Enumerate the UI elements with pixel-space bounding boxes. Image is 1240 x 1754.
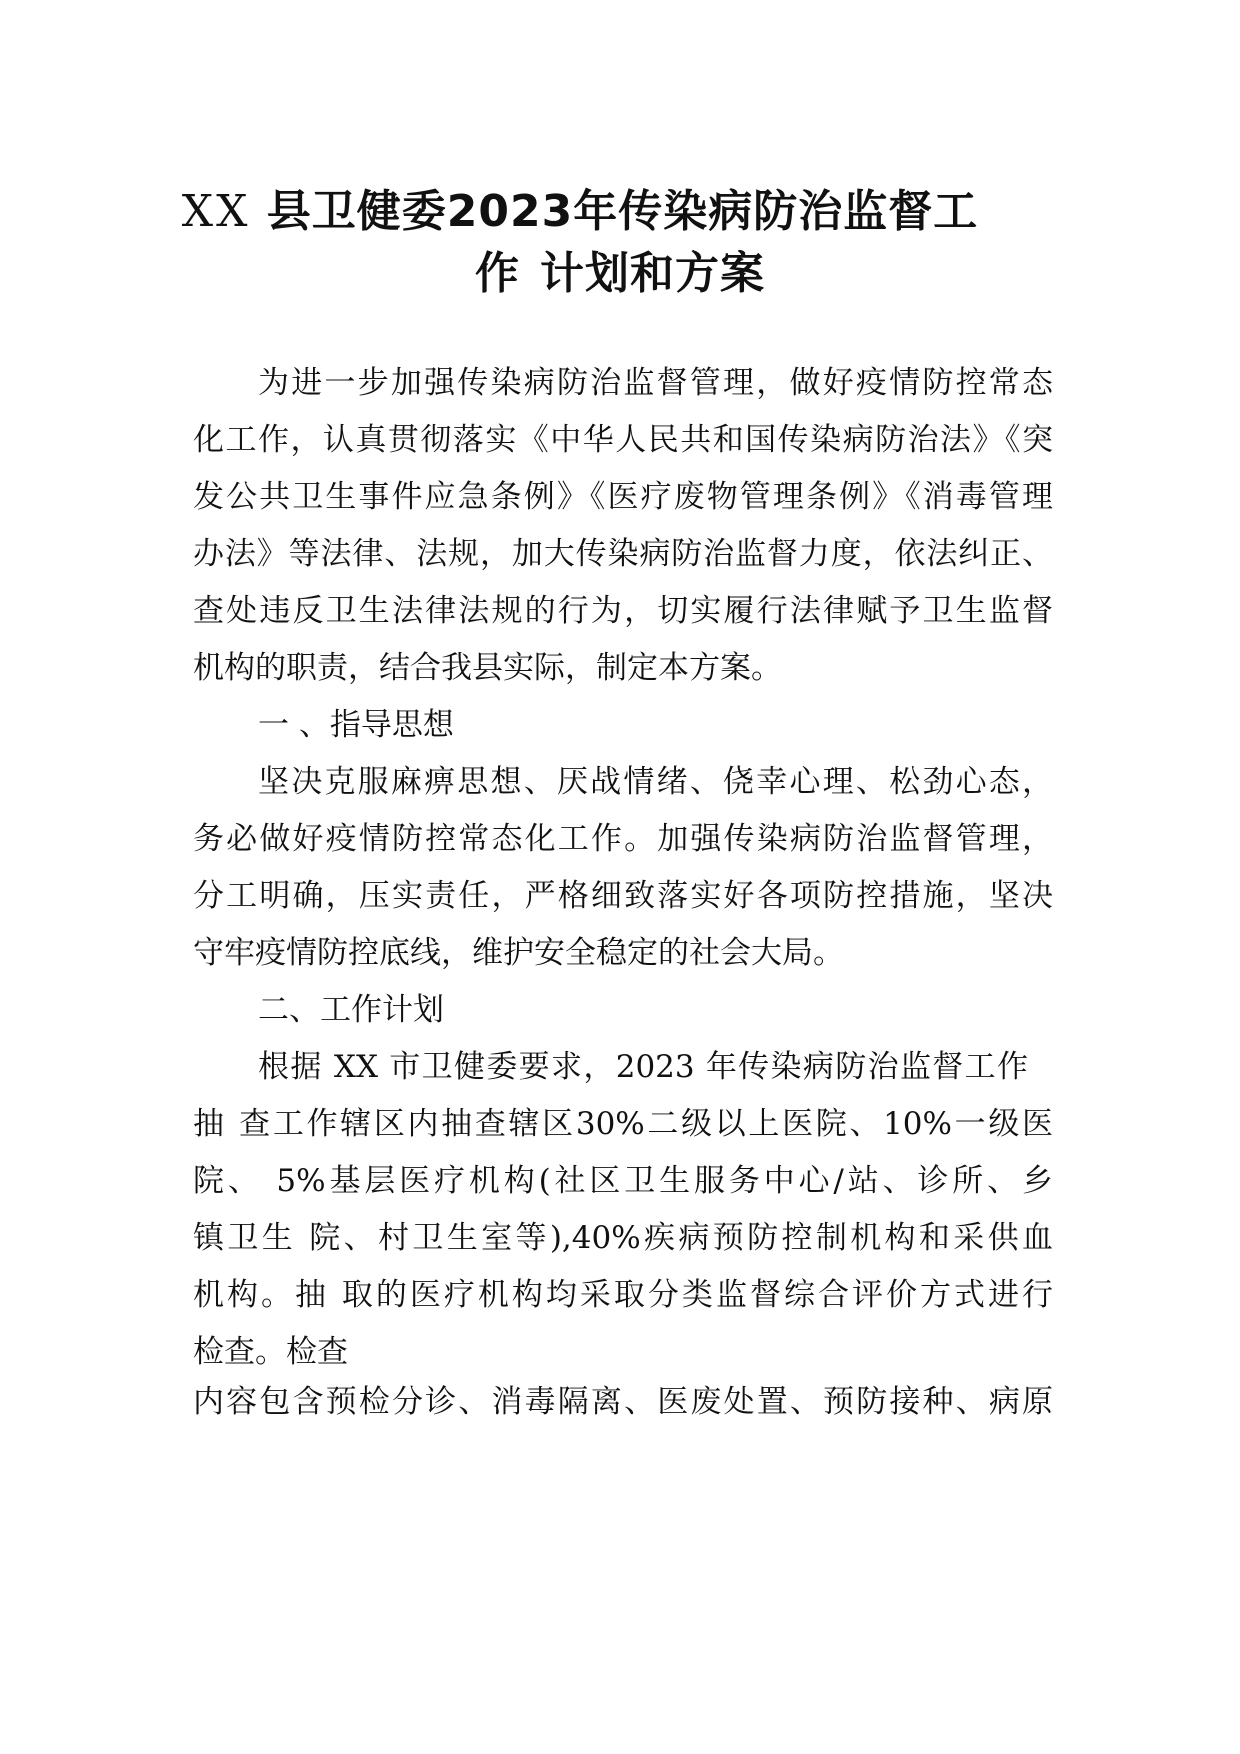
paragraph-line: 为进一步加强传染病防治监督管理，做好疫情防控常态: [258, 365, 1053, 401]
paragraph-line: 务必做好疫情防控常态化工作。加强传染病防治监督管理，: [193, 821, 1053, 857]
paragraph-line: 院、 5%基层医疗机构(社区卫生服务中心/站、诊所、乡: [193, 1163, 1053, 1199]
title-text-2: 计划和方案: [540, 248, 765, 299]
paragraph-line: 根据 XX 市卫健委要求，2023 年传染病防治监督工作: [258, 1049, 1028, 1085]
document-title-line-2: [0, 246, 1240, 302]
document-title-line-1: [0, 184, 1240, 240]
paragraph-line: 检查。检查: [193, 1334, 348, 1370]
paragraph-line: 办法》等法律、法规，加大传染病防治监督力度，依法纠正、: [193, 536, 1053, 572]
section-heading-1: 一 、指导思想: [258, 707, 454, 743]
paragraph-line: 抽 查工作辖区内抽查辖区30%二级以上医院、10%一级医: [193, 1106, 1053, 1142]
paragraph-line: 机构的职责，结合我县实际，制定本方案。: [193, 650, 782, 686]
paragraph-line: 守牢疫情防控底线，维护安全稳定的社会大局。: [193, 935, 844, 971]
paragraph-line: 坚决克服麻痹思想、厌战情绪、侥幸心理、松劲心态，: [258, 764, 1053, 800]
title-text: 县卫健委2023年传染病防治监督工: [266, 186, 979, 237]
section-heading-2: 二、工作计划: [258, 992, 444, 1028]
paragraph-line: 发公共卫生事件应急条例》《医疗废物管理条例》《消毒管理: [193, 479, 1053, 515]
paragraph-line: 镇卫生 院、村卫生室等),40%疾病预防控制机构和采供血: [193, 1220, 1053, 1256]
paragraph-line: 化工作，认真贯彻落实《中华人民共和国传染病防治法》《突: [193, 422, 1053, 458]
paragraph-line: 分工明确，压实责任，严格细致落实好各项防控措施，坚决: [193, 878, 1053, 914]
paragraph-line: 机构。抽 取的医疗机构均采取分类监督综合评价方式进行: [193, 1277, 1053, 1313]
title-prefix: XX: [181, 186, 251, 237]
title-word: 作: [475, 248, 520, 299]
paragraph-line: 查处违反卫生法律法规的行为，切实履行法律赋予卫生监督: [193, 593, 1053, 629]
paragraph-line: 内容包含预检分诊、消毒隔离、医废处置、预防接种、病原: [193, 1384, 1053, 1420]
